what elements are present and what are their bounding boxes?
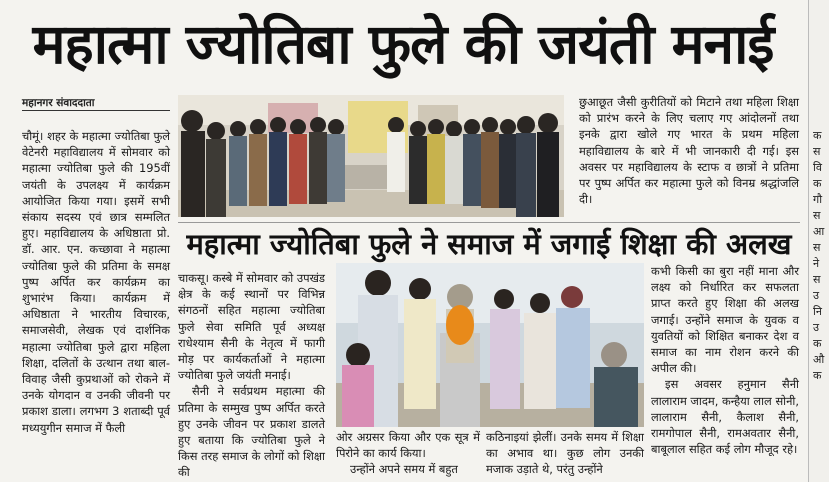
adjacent-column-line: औ [813,353,825,366]
adjacent-column-line: स [813,209,821,222]
adjacent-column-line: क [813,369,822,382]
article-column-2 [178,270,325,480]
section-divider [178,222,800,223]
article-column-1 [22,128,170,482]
article-column-3 [579,94,799,222]
adjacent-column-line: गौ [813,193,823,206]
adjacent-column-line: स [813,145,821,158]
adjacent-column-lines [809,0,829,384]
adjacent-column-line: ने [813,257,820,270]
main-headline: महात्मा ज्योतिबा फुले की जयंती मनाई [32,12,774,76]
group-photo [178,95,564,217]
adjacent-column-line: नि [813,305,822,318]
adjacent-column-line: उ [813,321,820,334]
adjacent-column-line: स [813,273,821,286]
article-column-2-continued [336,429,480,482]
article-column-3-text: छुआछूत जैसी कुरीतियों को मिटाने तथा महिला शिक्षा को प्रारंभ करने के लिए चलाए गए आंदोलनों तथा इनके द्वारा खोले गए भारत के प्रथम महिला महाविद्यालय के बारे में भी जानकारी दी गई। इस अवसर पर महाविद्यालय के स्टाफ व छात्रों ने प्रतिमा पर पुष्प अर्पित कर महात्मा फुले को विनम्र श्रद्धांजलि दी। [579,95,799,207]
adjacent-column-line: क [813,129,822,142]
article-column-4 [651,263,799,482]
article-column-2-text-b: सैनी ने सर्वप्रथम महात्मा की प्रतिमा के सम्मुख पुष्प अर्पित करते हुए उनके जीवन पर प्रकाश डालते हुए बताया कि ज्योतिबा फुले ने किस तरह समाज के लोगों को शिक्षा की [178,384,325,480]
article-column-1-text: चौमूं। शहर के महात्मा ज्योतिबा फुले वेटेनरी महाविद्यालय में सोमवार को महात्मा ज्योतिबा फुले की 195वीं जयंती के उपलक्ष्य में कार्यक्रम आयोजित किया गया। इसमें सभी संकाय सदस्य एवं छात्र सम्मलित हुए। महाविद्यालय के अधिष्ठाता प्रो. डॉ. आर. एन. कच्छावा ने महात्मा ज्योतिबा फुले की प्रतिमा के समक्ष पुष्प अर्पित कर कार्यक्रम का शुभारंभ किया। कार्यक्रम में अधिष्ठाता ने भारतीय विचारक, समाजसेवी, लेखक एवं दार्शनिक महात्मा ज्योतिबा फुले द्वारा महिला शिक्षा, दलितों के उत्थान तथा बाल-विवाह जैसी कुप्रथाओं को रोकने में उनके योगदान व उनकी जीवनी पर प्रकाश डाला। लगभग 3 शताब्दी पूर्व मध्ययुगीन समाज में फैली [22,129,170,435]
adjacent-column-line: क [813,337,822,350]
adjacent-column-line: वि [813,161,822,174]
caption-text-b: कठिनाइयां झेलीं। उनके समय में शिक्षा का अभाव था। कुछ लोग उनकी मजाक उड़ाते थे, परंतु उन्होंने [486,430,644,477]
statue-photo [336,263,644,427]
adjacent-column-line: क [813,177,822,190]
adjacent-column-edge [808,0,829,482]
adjacent-column-line: स [813,241,821,254]
article-column-3-continued [486,429,644,482]
byline: महानगर संवाददाता [22,96,170,111]
caption-text-a2: उन्होंने अपने समय में बहुत [350,462,458,477]
statue-photo-illustration [336,263,644,427]
article-column-4-text-a: कभी किसी का बुरा नहीं माना और लक्ष्य को निर्धारित कर सफलता प्राप्त करते हुए शिक्षा की अलख जगाई। उन्होंने समाज के युवक व युवतियों को शिक्षित बनाकर देश व समाज का नाम रोशन करने की अपील की। [651,264,799,376]
sub-headline: महात्मा ज्योतिबा फुले ने समाज में जगाई शिक्षा की अलख [186,227,792,261]
article-column-4-text-b: इस अवसर हनुमान सैनी लालाराम जादम, कन्हैया लाल सोनी, लालाराम सैनी, कैलाश सैनी, रामगोपाल सैनी, रामअवतार सैनी, बाबूलाल सहित कई लोग मौजूद रहे। [651,377,799,457]
adjacent-column-line: आ [813,225,825,238]
caption-text-a: ओर अग्रसर किया और एक सूत्र में पिरोने का कार्य किया। [336,430,480,461]
article-column-2-text-a: चाकसू। कस्बे में सोमवार को उपखंड क्षेत्र के कई स्थानों पर विभिन्न संगठनों सहित महात्मा ज्योतिबा फुले सेवा समिति पूर्व अध्यक्ष राधेश्याम सैनी के नेतृत्व में फागी मोड़ पर कार्यकर्ताओं ने महात्मा ज्योतिबा फुले जयंती मनाई। [178,271,325,383]
adjacent-column-line: उ [813,289,820,302]
group-photo-illustration [178,95,564,217]
